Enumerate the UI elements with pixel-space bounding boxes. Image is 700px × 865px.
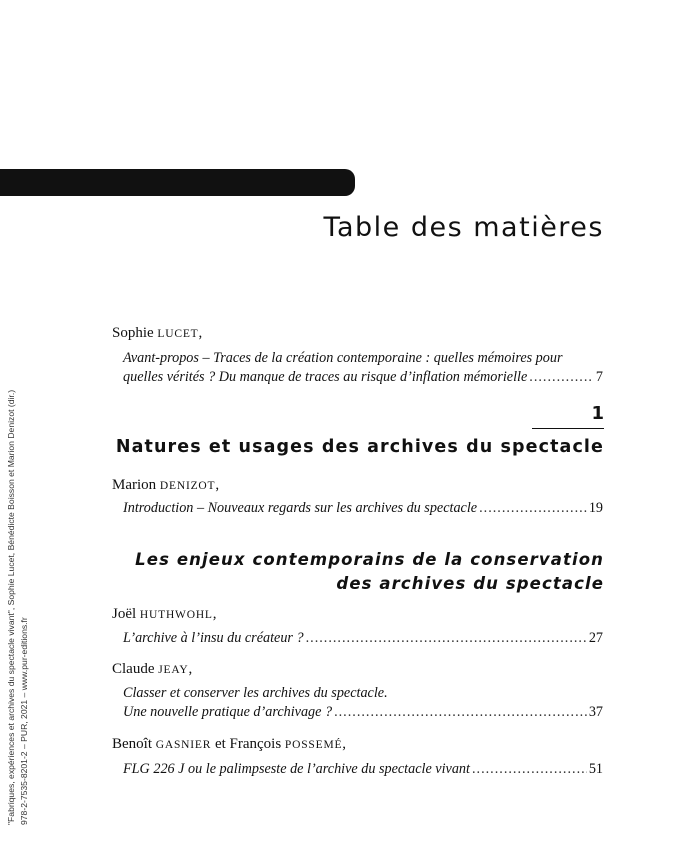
page-number: 27 <box>588 630 603 646</box>
entry-title-line: Introduction – Nouveaux regards sur les archives du spectacle ..... 19 <box>123 499 603 518</box>
part-number: 1 <box>532 400 604 429</box>
leader-dots <box>529 368 594 387</box>
entry-author: Benoît GASNIER et François POSSEMÉ, <box>112 736 347 752</box>
entry-title-line: quelles vérités ? Du manque de traces au risque d’inflation mémorielle ..... 7 <box>123 368 603 387</box>
side-note-line-2: 978-2-7535-8201-2 – PUR, 2021 – www.pur-editions.fr <box>18 617 29 825</box>
toc-entry[interactable] <box>123 629 603 648</box>
header-bar <box>0 169 355 196</box>
toc-entry[interactable] <box>123 349 603 387</box>
entry-author: Marion DENIZOT, <box>112 477 220 493</box>
leader-dots <box>479 499 587 518</box>
entry-author: Sophie LUCET, <box>112 325 203 341</box>
copyright-side-note <box>5 385 31 825</box>
toc-entry[interactable] <box>123 684 603 722</box>
entry-title-line: Classer et conserver les archives du spectacle. <box>123 685 388 701</box>
page-number: 7 <box>595 369 603 385</box>
part-title: Natures et usages des archives du spectacle <box>115 437 604 457</box>
entry-author: Claude JEAY, <box>112 661 193 677</box>
section-title: Les enjeux contemporains de la conservation des archives du spectacle <box>135 550 604 593</box>
toc-entry[interactable] <box>123 499 603 518</box>
entry-title-line: Une nouvelle pratique d’archivage ? ..... 37 <box>123 703 603 722</box>
leader-dots <box>306 629 587 648</box>
entry-author: Joël HUTHWOHL, <box>112 606 217 622</box>
page-number: 37 <box>588 704 603 720</box>
entry-title-line: FLG 226 J ou le palimpseste de l’archive du spectacle vivant ..... 51 <box>123 760 603 779</box>
page-number: 19 <box>588 500 603 516</box>
entry-title-line: Avant-propos – Traces de la création contemporaine : quelles mémoires pour <box>123 350 563 366</box>
entry-title-line: L’archive à l’insu du créateur ? ..... 27 <box>123 629 603 648</box>
toc-entry[interactable] <box>123 760 603 779</box>
page-number: 51 <box>588 761 603 777</box>
leader-dots <box>334 703 587 722</box>
leader-dots <box>472 760 587 779</box>
side-note-line-1: "Fabriques, expériences et archives du spectacle vivant", Sophie Lucet, Bénédicte Boisson et Marion Denizot (dir.) <box>6 389 16 825</box>
page-title: Table des matières <box>323 212 604 243</box>
